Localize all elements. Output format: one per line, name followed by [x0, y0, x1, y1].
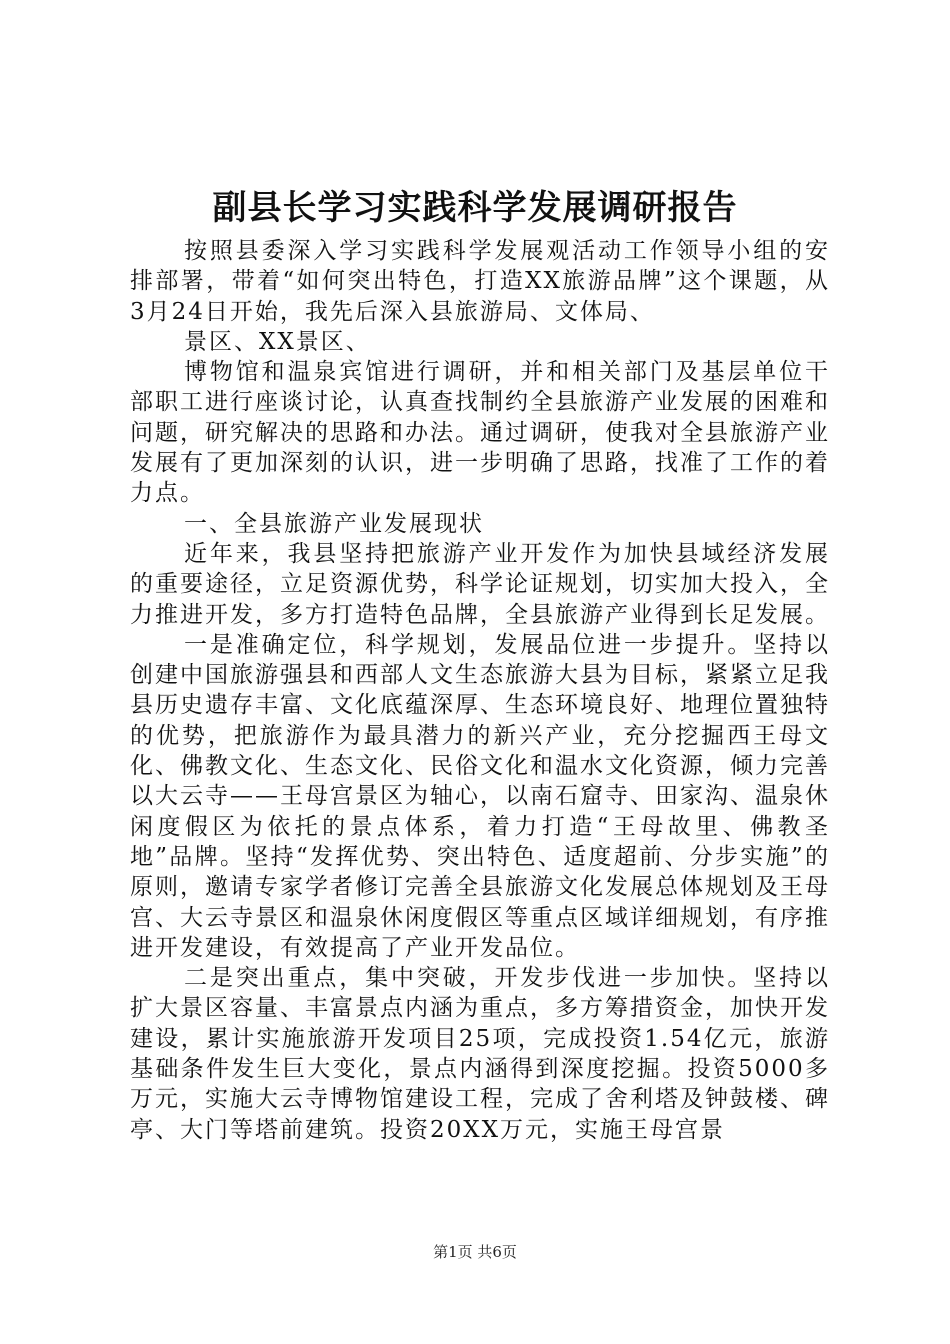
paragraph-scenic-areas: 景区、XX景区、 [184, 328, 371, 355]
paragraph-research: 博物馆和温泉宾馆进行调研，并和相关部门及基层单位干部职工进行座谈讨论，认真查找制约全县旅游产业发展的困难和问题，研究解决的思路和办法。通过调研，使我对全县旅游产业发展有了更加深刻的认识，进一步明确了思路，找准了工作的着力点。 [130, 359, 830, 507]
paragraph-point-two: 二是突出重点，集中突破，开发步伐进一步加快。坚持以扩大景区容量、丰富景点内涵为重点，多方筹措资金，加快开发建设，累计实施旅游开发项目25项，完成投资1.54亿元，旅游基础条件发生巨大变化，景点内涵得到深度挖掘。投资5000多万元，实施大云寺博物馆建设工程，完成了舍利塔及钟鼓楼、碑亭、大门等塔前建筑。投资20XX万元，实施王母宫景 [130, 965, 830, 1143]
paragraph-point-one: 一是准确定位，科学规划，发展品位进一步提升。坚持以创建中国旅游强县和西部人文生态旅游大县为目标，紧紧立足我县历史遗存丰富、文化底蕴深厚、生态环境良好、地理位置独特的优势，把旅游作为最具潜力的新兴产业，充分挖掘西王母文化、佛教文化、生态文化、民俗文化和温水文化资源，倾力完善以大云寺——王母宫景区为轴心，以南石窟寺、田家沟、温泉休闲度假区为依托的景点体系，着力打造“王母故里、佛教圣地”品牌。坚持“发挥优势、突出特色、适度超前、分步实施”的原则，邀请专家学者修订完善全县旅游文化发展总体规划及王母宫、大云寺景区和温泉休闲度假区等重点区域详细规划，有序推进开发建设，有效提高了产业开发品位。 [130, 631, 830, 961]
document-title: 副县长学习实践科学发展调研报告 [212, 188, 738, 228]
paragraph-recent-years: 近年来，我县坚持把旅游产业开发作为加快县域经济发展的重要途径，立足资源优势，科学论证规划，切实加大投入，全力推进开发，多方打造特色品牌，全县旅游产业得到长足发展。 [130, 540, 830, 628]
section-heading-status: 一、全县旅游产业发展现状 [184, 510, 485, 537]
document-body [130, 236, 830, 1145]
paragraph-intro: 按照县委深入学习实践科学发展观活动工作领导小组的安排部署，带着“如何突出特色，打造XX旅游品牌”这个课题，从3月24日开始，我先后深入县旅游局、文体局、 [130, 238, 830, 325]
page-footer: 第1页 共6页 [433, 1243, 517, 1261]
